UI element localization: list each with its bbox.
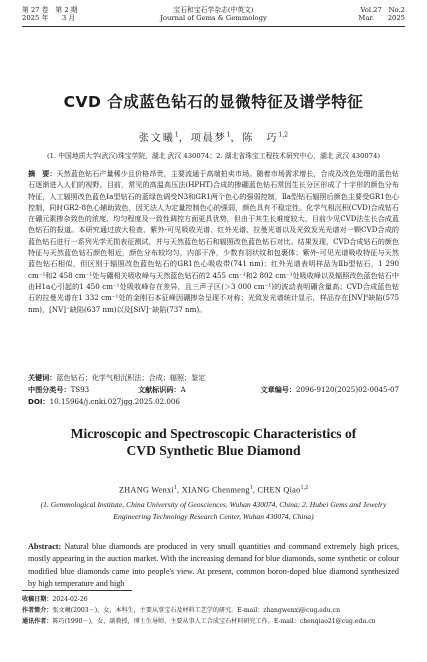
author-affiliation-mark: 1 (174, 131, 179, 139)
keywords-label: 关键词： (28, 373, 57, 382)
header-center (22, 6, 405, 23)
author-bio (22, 605, 405, 616)
footnotes (22, 594, 405, 627)
author-affiliation-mark: 1,2 (278, 131, 289, 139)
corresponding-label: 通讯作者： (22, 618, 53, 625)
document-code-value: A (180, 385, 186, 394)
abstract-text: 天然蓝色钻石产量稀少且价格昂贵，主要流通于高端拍卖市场。随着市场需求增长，合成及改色处理的蓝色钻石逐渐进入人们的视野。目前，常见的高温高压法(HPHT)合成的掺硼蓝色钻石常因生长分区形成了十字形的颜色分布特征，人工辐照改色蓝色Ⅰa型钻石的蓝绿色调受N3和GR1两个色心的强弱控制，Ⅱa型钻石辐照后颜色主要受GR1色心控制，同时GR2-8色心辅助致色，因无法人为定量控制色心的强弱，颜色具有不稳定性。化学气相沉积(CVD)合成钻石在硼元素掺杂致色的浓度、均匀程度及一致性调控方面更具优势，但由于其生长难度较大，目前少见CVD法生长合成蓝色钻石的报道。本研究通过放大检查、紫外-可见吸收光谱、红外光谱、拉曼光谱以及光致发光光谱对一颗CVD合成的蓝色钻石进行一系列光学无损表征测试，并与天然蓝色钻石和辐照改色蓝色钻石对比。结果发现，CVD合成钻石的颜色特征与天然蓝色钻石颜色相近，颜色分布较均匀，内部干净，少数有羽状纹和包裹体；紫外-可见光谱吸收特征与天然蓝色钻石相似，但区别于辐照改色蓝色钻石的GR1色心吸收带(741 nm)；红外光谱表明样品为Ⅱb型钻石，1 290 cm⁻¹和2 458 cm⁻¹处与硼相关吸收峰与天然蓝色钻石的2 455 cm⁻¹和2 802 cm⁻¹处吸收峰以及辐照改色蓝色钻石中由H1a心引起的1 450 cm⁻¹处吸收峰存在差异，且三声子区(＞3 000 cm⁻¹)的波动表明硼含量高；CVD合成蓝色钻石的拉曼光谱在1 332 cm⁻¹处的金刚石本征峰因硼掺杂呈现不对称；光致发光谱统计显示，样品存在[NV]⁰缺陷(575 nm)，[NV]⁻缺陷(637 nm)以及[SiV]⁻缺陷(737 nm)。 (28, 169, 400, 314)
clc-value: TS93 (70, 385, 90, 394)
corresponding-author (22, 616, 405, 627)
article-number-value: 2096-9120(2025)02-0045-07 (296, 385, 399, 394)
abstract-label: Abstract: (28, 542, 62, 551)
received-date (22, 594, 405, 605)
abstract-text: Natural blue diamonds are produced in very small quantities and command extremely high prices, mostly appearing in the auction market. With the increasing demand for blue diamonds, some synthetic or colour modified blue diamonds came into people's view. At present, common boron-doped blue diamond synthesized by high temperature and high (28, 542, 400, 588)
author-bio-label: 作者简介： (22, 607, 53, 614)
chinese-affiliation: (1. 中国地质大学(武汉)珠宝学院，湖北 武汉 430074；2. 湖北省珠宝工程技术研究中心，湖北 武汉 430074) (46, 152, 381, 160)
journal-name-en: Journal of Gems & Gemmology (160, 14, 267, 23)
keywords-line (28, 373, 399, 383)
english-title-line: CVD Synthetic Blue Diamond (126, 443, 301, 458)
author-affiliation-mark: 1 (249, 485, 253, 491)
chinese-authors (0, 129, 427, 144)
article-number (261, 385, 399, 395)
clc-label: 中图分类号： (28, 385, 71, 394)
corresponding-text: 陈巧(1990－)，女，副教授，博士生导师，主要从事人工合成宝石材料研究工作。E-mail：chenqiao21@cug.edu.cn (52, 618, 376, 625)
document-code (138, 385, 186, 395)
author-separator: ， (178, 133, 191, 144)
header-divider (22, 26, 405, 27)
date-cn: 2025 年 3 月 (22, 14, 76, 23)
document-code-label: 文献标识码： (138, 385, 181, 394)
english-authors (0, 485, 427, 495)
english-affiliation: (1. Gemmological Institute, China University of Geosciences, Wuhan 430074, China; 2. Hubei Gems and Jewelry Engineering Technology Research Center, Wuhan 430074, China) (40, 500, 387, 521)
author-affiliation-mark: 1 (174, 485, 178, 491)
author-separator: , (252, 485, 258, 495)
doi-line (28, 397, 180, 407)
volume-en: Vol.27 No.2 (360, 6, 405, 14)
author-name: 陈 巧 (242, 133, 279, 144)
chinese-abstract (28, 168, 399, 315)
author-affiliation-mark: 1 (226, 131, 231, 139)
author-name: ZHANG Wenxi (119, 485, 175, 495)
author-name: XIANG Chenmeng (181, 485, 250, 495)
author-affiliation-mark: 1,2 (300, 485, 308, 491)
received-label: 收稿日期： (22, 596, 53, 603)
clc-number (28, 385, 89, 395)
author-separator: , (177, 485, 182, 495)
date-en: Mar. 2025 (358, 14, 405, 23)
english-abstract (28, 541, 399, 590)
author-name: 张文曦 (138, 133, 175, 144)
received-value: 2024-02-26 (52, 596, 88, 603)
author-separator: ， (230, 133, 243, 144)
volume-cn: 第 27 卷 第 2 期 (22, 6, 78, 14)
keywords-text: 蓝色钻石；化学气相沉积法；合成；辐照；鉴定 (56, 373, 206, 382)
author-name: CHEN Qiao (257, 485, 301, 495)
journal-name-cn: 宝石和宝石学杂志(中英文) (173, 6, 254, 14)
running-header (22, 6, 405, 32)
abstract-label: 摘 要： (28, 169, 57, 178)
doi-label: DOI： (28, 397, 50, 406)
classification-row (28, 385, 399, 395)
article-number-label: 文章编号： (260, 385, 296, 394)
author-bio-text: 张文曦(2003－)，女，本科生，主要从事宝石及材料工艺学的研究。E-mail：zhangwenxi@cug.edu.cn (52, 607, 340, 614)
english-title-line: Microscopic and Spectroscopic Characteristics of (70, 426, 357, 441)
header-right (358, 6, 405, 23)
author-name: 项晨梦 (190, 133, 227, 144)
english-title (0, 425, 427, 459)
footnote-divider (22, 590, 132, 591)
chinese-title: CVD 合成蓝色钻石的显微特征及谱学特征 (63, 93, 364, 111)
doi-value: 10.15964/j.cnki.027jgg.2025.02.006 (49, 397, 180, 406)
